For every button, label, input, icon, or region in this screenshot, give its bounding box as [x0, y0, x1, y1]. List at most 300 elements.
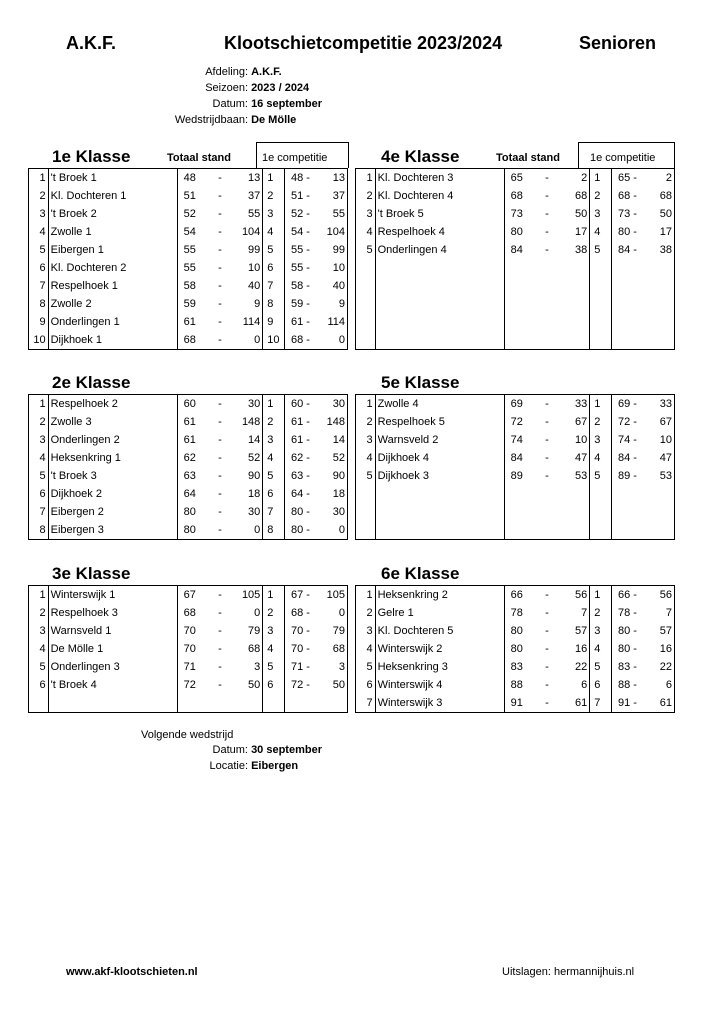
- comp-against-cell: [645, 277, 674, 295]
- table-row: [356, 694, 675, 713]
- comp-for-cell: 84 -: [611, 449, 645, 467]
- comp-for-cell: 62 -: [284, 449, 318, 467]
- comp-against-cell: 17: [645, 223, 674, 241]
- total-dash-cell: -: [540, 169, 554, 188]
- comp-against-cell: 61: [645, 694, 674, 713]
- comp-against-cell: 6: [645, 676, 674, 694]
- rank-cell: 1: [356, 586, 376, 605]
- team-cell: 't Broek 3: [48, 467, 177, 485]
- rank-cell: 7: [29, 277, 49, 295]
- rank-cell: 2: [29, 187, 49, 205]
- comp-rank-cell: 5: [590, 241, 612, 259]
- team-cell: Respelhoek 3: [48, 604, 177, 622]
- total-dash-cell: -: [213, 586, 227, 605]
- team-cell: Onderlingen 3: [48, 658, 177, 676]
- team-cell: [375, 521, 504, 540]
- comp-for-cell: 70 -: [284, 622, 318, 640]
- rank-cell: 6: [29, 485, 49, 503]
- total-for-cell: 64: [177, 485, 213, 503]
- team-cell: Heksenkring 3: [375, 658, 504, 676]
- comp-rank-cell: 2: [590, 187, 612, 205]
- rank-cell: 1: [29, 169, 49, 188]
- comp-against-cell: 18: [318, 485, 347, 503]
- total-against-cell: 16: [575, 643, 588, 655]
- total-dash-cell: [540, 503, 554, 521]
- team-cell: Winterswijk 4: [375, 676, 504, 694]
- team-cell: [375, 503, 504, 521]
- rank-cell: [356, 259, 376, 277]
- total-against-cell: 37: [248, 190, 261, 202]
- total-against-cell: 47: [575, 452, 588, 464]
- comp-rank-cell: [590, 259, 612, 277]
- team-cell: Kl. Dochteren 2: [48, 259, 177, 277]
- org-name: A.K.F.: [66, 33, 117, 53]
- total-dash-cell: -: [545, 679, 549, 691]
- total-against-cell: 22: [575, 661, 588, 673]
- total-for-cell: 65: [504, 169, 540, 188]
- rank-cell: 2: [29, 413, 49, 431]
- comp-against-cell: 33: [645, 395, 674, 414]
- table-row: [29, 331, 348, 350]
- comp-against-cell: 67: [645, 413, 674, 431]
- team-cell: 't Broek 2: [48, 205, 177, 223]
- team-cell: [375, 485, 504, 503]
- comp-against-cell: 52: [318, 449, 347, 467]
- comp-for-cell: [611, 259, 645, 277]
- total-against-cell: 18: [248, 488, 261, 500]
- total-for-cell: [504, 521, 540, 540]
- rank-cell: 3: [356, 622, 376, 640]
- comp-against-cell: [645, 331, 674, 350]
- comp-for-cell: [611, 313, 645, 331]
- table-row: [29, 413, 348, 431]
- comp-against-cell: 38: [645, 241, 674, 259]
- comp-for-cell: 61 -: [284, 431, 318, 449]
- total-dash-cell: -: [545, 643, 549, 655]
- table-row: [356, 676, 675, 694]
- team-cell: Kl. Dochteren 1: [48, 187, 177, 205]
- comp-against-cell: 79: [318, 622, 347, 640]
- total-against-cell: 38: [575, 244, 588, 256]
- team-cell: Winterswijk 1: [48, 586, 177, 605]
- comp-against-cell: 104: [318, 223, 347, 241]
- total-dash-cell: -: [213, 331, 227, 350]
- rank-cell: 3: [29, 622, 49, 640]
- comp-rank-cell: 3: [263, 205, 285, 223]
- comp-against-cell: 30: [318, 503, 347, 521]
- table-row: [29, 604, 348, 622]
- table-row: [29, 277, 348, 295]
- table-row: [356, 313, 675, 331]
- comp-rank-cell: 1: [263, 395, 285, 414]
- total-dash-cell: [540, 521, 554, 540]
- total-against-cell: 6: [581, 679, 588, 691]
- total-against-cell: 2: [554, 169, 590, 188]
- total-for-cell: 61: [177, 313, 213, 331]
- comp-against-cell: [645, 259, 674, 277]
- total-dash-cell: -: [218, 226, 222, 238]
- table-row: [356, 503, 675, 521]
- table-row: [356, 169, 675, 188]
- comp-for-cell: 80 -: [284, 503, 318, 521]
- uitslagen-link[interactable]: Uitslagen: hermannijhuis.nl: [502, 966, 635, 978]
- rank-cell: [356, 295, 376, 313]
- comp-against-cell: 3: [318, 658, 347, 676]
- rank-cell: 4: [29, 223, 49, 241]
- rank-cell: 1: [356, 169, 376, 188]
- rank-cell: 7: [29, 503, 49, 521]
- total-for-cell: [504, 277, 540, 295]
- rank-cell: 8: [29, 295, 49, 313]
- comp-against-cell: 47: [645, 449, 674, 467]
- comp-rank-cell: 3: [590, 205, 612, 223]
- total-dash-cell: [540, 331, 554, 350]
- comp-rank-cell: 3: [590, 622, 612, 640]
- rank-cell: [356, 485, 376, 503]
- comp-against-cell: 114: [318, 313, 347, 331]
- total-for-cell: 66: [504, 586, 540, 605]
- rank-cell: 4: [356, 640, 376, 658]
- comp-against-cell: 2: [645, 169, 674, 188]
- comp-against-cell: 10: [645, 431, 674, 449]
- rank-cell: 6: [356, 676, 376, 694]
- total-dash-cell: [540, 277, 554, 295]
- comp-for-cell: 72 -: [611, 413, 645, 431]
- volgende-locatie-label: Locatie:: [209, 760, 248, 772]
- rank-cell: 10: [29, 331, 49, 350]
- total-for-cell: 61: [177, 413, 213, 431]
- comp-against-cell: 40: [318, 277, 347, 295]
- comp-rank-cell: 2: [263, 604, 285, 622]
- total-dash-cell: -: [545, 625, 549, 637]
- table-row: [29, 586, 348, 605]
- totaal-stand-header: Totaal stand: [167, 152, 231, 164]
- total-dash-cell: -: [218, 625, 222, 637]
- table-row: [356, 467, 675, 485]
- comp-rank-cell: [590, 295, 612, 313]
- comp-rank-cell: [590, 331, 612, 350]
- comp-rank-cell: 3: [263, 622, 285, 640]
- total-dash-cell: -: [218, 470, 222, 482]
- total-dash-cell: -: [218, 607, 222, 619]
- total-for-cell: 51: [177, 187, 213, 205]
- total-against-cell: 9: [254, 298, 261, 310]
- total-for-cell: 60: [177, 395, 213, 414]
- comp-against-cell: 50: [318, 676, 347, 694]
- table-row: [29, 431, 348, 449]
- team-cell: Eibergen 1: [48, 241, 177, 259]
- team-cell: Dijkhoek 3: [375, 467, 504, 485]
- team-cell: [375, 277, 504, 295]
- total-dash-cell: -: [540, 395, 554, 414]
- team-cell: Respelhoek 4: [375, 223, 504, 241]
- team-cell: Kl. Dochteren 3: [375, 169, 504, 188]
- volgende-wedstrijd-heading: Volgende wedstrijd: [141, 729, 234, 741]
- comp-against-cell: 56: [645, 586, 674, 605]
- total-for-cell: 91: [504, 694, 540, 713]
- total-against-cell: 40: [248, 280, 261, 292]
- total-against-cell: [554, 485, 590, 503]
- rank-cell: 9: [29, 313, 49, 331]
- total-against-cell: 13: [227, 169, 263, 188]
- website-link[interactable]: www.akf-klootschieten.nl: [66, 966, 198, 978]
- comp-against-cell: 0: [318, 521, 347, 540]
- comp-for-cell: 55 -: [284, 259, 318, 277]
- total-against-cell: 10: [248, 262, 261, 274]
- total-against-cell: 68: [575, 190, 588, 202]
- comp-rank-cell: 2: [263, 413, 285, 431]
- total-for-cell: 62: [177, 449, 213, 467]
- table-row: [29, 169, 348, 188]
- total-dash-cell: -: [218, 416, 222, 428]
- total-dash-cell: -: [540, 694, 554, 713]
- total-dash-cell: -: [218, 316, 222, 328]
- rank-cell: 5: [356, 467, 376, 485]
- comp-against-cell: 50: [645, 205, 674, 223]
- comp-rank-cell: 7: [590, 694, 612, 713]
- comp-against-cell: [645, 503, 674, 521]
- total-dash-cell: -: [540, 586, 554, 605]
- klasse-2-table: [28, 394, 348, 540]
- team-cell: Respelhoek 5: [375, 413, 504, 431]
- total-dash-cell: -: [218, 488, 222, 500]
- total-dash-cell: -: [218, 452, 222, 464]
- total-dash-cell: -: [545, 607, 549, 619]
- comp-for-cell: 88 -: [611, 676, 645, 694]
- total-dash-cell: -: [218, 679, 222, 691]
- comp-for-cell: 55 -: [284, 241, 318, 259]
- table-row: [29, 395, 348, 414]
- comp-rank-cell: 4: [263, 449, 285, 467]
- comp-rank-cell: 8: [263, 295, 285, 313]
- total-dash-cell: -: [213, 521, 227, 540]
- comp-for-cell: [284, 694, 318, 713]
- team-cell: Zwolle 4: [375, 395, 504, 414]
- klasse-3-table: [28, 585, 348, 713]
- table-row: [29, 241, 348, 259]
- team-cell: Dijkhoek 1: [48, 331, 177, 350]
- total-for-cell: 55: [177, 259, 213, 277]
- rank-cell: 3: [356, 431, 376, 449]
- comp-against-cell: 30: [318, 395, 347, 414]
- table-row: [29, 694, 348, 713]
- table-row: [356, 604, 675, 622]
- rank-cell: 2: [356, 604, 376, 622]
- comp-rank-cell: 3: [590, 431, 612, 449]
- table-row: [356, 586, 675, 605]
- volgende-datum-label: Datum:: [212, 744, 248, 756]
- comp-rank-cell: 4: [590, 223, 612, 241]
- comp-against-cell: 7: [645, 604, 674, 622]
- volgende-locatie-value: Eibergen: [251, 760, 299, 772]
- total-against-cell: 30: [227, 395, 263, 414]
- comp-against-cell: 99: [318, 241, 347, 259]
- comp-against-cell: 0: [318, 604, 347, 622]
- comp-against-cell: 0: [318, 331, 347, 350]
- rank-cell: 5: [356, 658, 376, 676]
- rank-cell: 4: [29, 449, 49, 467]
- total-for-cell: 88: [504, 676, 540, 694]
- comp-rank-cell: 10: [263, 331, 285, 350]
- team-cell: Onderlingen 1: [48, 313, 177, 331]
- table-row: [29, 658, 348, 676]
- klasse-3-title: 3e Klasse: [52, 564, 131, 583]
- comp-for-cell: 70 -: [284, 640, 318, 658]
- comp-for-cell: 61 -: [284, 313, 318, 331]
- team-cell: Warnsveld 2: [375, 431, 504, 449]
- total-against-cell: 55: [248, 208, 261, 220]
- comp-against-cell: 148: [318, 413, 347, 431]
- total-for-cell: 70: [177, 640, 213, 658]
- rank-cell: 2: [29, 604, 49, 622]
- table-row: [356, 205, 675, 223]
- total-for-cell: 63: [177, 467, 213, 485]
- total-for-cell: 68: [177, 331, 213, 350]
- total-for-cell: 59: [177, 295, 213, 313]
- total-against-cell: [554, 295, 590, 313]
- total-for-cell: 52: [177, 205, 213, 223]
- team-cell: Dijkhoek 2: [48, 485, 177, 503]
- table-row: [29, 313, 348, 331]
- table-row: [356, 413, 675, 431]
- total-against-cell: 0: [227, 521, 263, 540]
- team-cell: [375, 259, 504, 277]
- team-cell: Heksenkring 1: [48, 449, 177, 467]
- comp-rank-cell: 5: [590, 658, 612, 676]
- rank-cell: [356, 331, 376, 350]
- table-row: [356, 277, 675, 295]
- total-for-cell: 84: [504, 241, 540, 259]
- comp-for-cell: 73 -: [611, 205, 645, 223]
- total-dash-cell: [540, 313, 554, 331]
- total-for-cell: 89: [504, 467, 540, 485]
- total-dash-cell: -: [545, 416, 549, 428]
- total-against-cell: 56: [554, 586, 590, 605]
- comp-for-cell: 59 -: [284, 295, 318, 313]
- total-for-cell: 74: [504, 431, 540, 449]
- datum-label: Datum:: [212, 98, 248, 110]
- klasse-4-table: [355, 168, 675, 350]
- afdeling-value: A.K.F.: [251, 66, 282, 78]
- total-against-cell: 50: [575, 208, 588, 220]
- table-row: [29, 449, 348, 467]
- comp-rank-cell: 1: [590, 586, 612, 605]
- comp-rank-cell: 5: [263, 467, 285, 485]
- comp-rank-cell: 9: [263, 313, 285, 331]
- comp-rank-cell: 4: [590, 640, 612, 658]
- comp-for-cell: [611, 485, 645, 503]
- seizoen-label: Seizoen:: [205, 82, 248, 94]
- category-label: Senioren: [579, 33, 657, 53]
- info-block: [108, 64, 322, 128]
- team-cell: Respelhoek 2: [48, 395, 177, 414]
- team-cell: Onderlingen 4: [375, 241, 504, 259]
- total-against-cell: [554, 259, 590, 277]
- comp-rank-cell: 1: [590, 169, 612, 188]
- comp-against-cell: 57: [645, 622, 674, 640]
- table-row: [29, 205, 348, 223]
- table-row: [356, 431, 675, 449]
- total-dash-cell: -: [218, 208, 222, 220]
- total-for-cell: [504, 503, 540, 521]
- comp-for-cell: 61 -: [284, 413, 318, 431]
- team-cell: Kl. Dochteren 5: [375, 622, 504, 640]
- comp-against-cell: 14: [318, 431, 347, 449]
- total-dash-cell: [540, 259, 554, 277]
- comp-for-cell: 48 -: [284, 169, 318, 188]
- klasse-1-title: 1e Klasse: [52, 147, 131, 166]
- total-for-cell: 54: [177, 223, 213, 241]
- team-cell: Eibergen 3: [48, 521, 177, 540]
- comp-for-cell: 71 -: [284, 658, 318, 676]
- total-for-cell: [504, 331, 540, 350]
- comp-rank-cell: 6: [263, 485, 285, 503]
- comp-for-cell: 72 -: [284, 676, 318, 694]
- comp-for-cell: 74 -: [611, 431, 645, 449]
- total-for-cell: 68: [177, 604, 213, 622]
- comp-against-cell: 22: [645, 658, 674, 676]
- total-dash-cell: [213, 694, 227, 713]
- comp-for-cell: 68 -: [284, 604, 318, 622]
- comp-for-cell: 80 -: [611, 223, 645, 241]
- team-cell: De Mölle 1: [48, 640, 177, 658]
- total-dash-cell: -: [545, 470, 549, 482]
- comp-rank-cell: 2: [263, 187, 285, 205]
- table-row: [29, 676, 348, 694]
- team-cell: Respelhoek 1: [48, 277, 177, 295]
- total-dash-cell: -: [545, 434, 549, 446]
- comp-for-cell: 60 -: [284, 395, 318, 414]
- team-cell: [375, 313, 504, 331]
- total-for-cell: 48: [177, 169, 213, 188]
- total-for-cell: 67: [177, 586, 213, 605]
- total-dash-cell: -: [218, 434, 222, 446]
- total-for-cell: [504, 295, 540, 313]
- total-for-cell: 78: [504, 604, 540, 622]
- comp-against-cell: 90: [318, 467, 347, 485]
- competitie-header: 1e competitie: [590, 152, 656, 164]
- klasse-1-table: [28, 168, 348, 350]
- total-against-cell: [554, 503, 590, 521]
- total-dash-cell: -: [218, 280, 222, 292]
- total-against-cell: 33: [554, 395, 590, 414]
- klasse-6-table: [355, 585, 675, 713]
- comp-against-cell: 37: [318, 187, 347, 205]
- comp-against-cell: 9: [318, 295, 347, 313]
- total-against-cell: 90: [248, 470, 261, 482]
- comp-for-cell: [611, 503, 645, 521]
- rank-cell: 8: [29, 521, 49, 540]
- total-for-cell: 70: [177, 622, 213, 640]
- rank-cell: 4: [29, 640, 49, 658]
- comp-rank-cell: 4: [263, 640, 285, 658]
- comp-rank-cell: 4: [263, 223, 285, 241]
- table-row: [29, 521, 348, 540]
- rank-cell: 5: [29, 467, 49, 485]
- table-row: [29, 485, 348, 503]
- comp-rank-cell: 8: [263, 521, 285, 540]
- klasse-4-title: 4e Klasse: [381, 147, 460, 166]
- team-cell: Warnsveld 1: [48, 622, 177, 640]
- team-cell: Kl. Dochteren 4: [375, 187, 504, 205]
- total-against-cell: 99: [248, 244, 261, 256]
- rank-cell: 2: [356, 413, 376, 431]
- comp-against-cell: 68: [645, 187, 674, 205]
- table-row: [356, 658, 675, 676]
- comp-rank-cell: 7: [263, 277, 285, 295]
- comp-for-cell: 67 -: [284, 586, 318, 605]
- team-cell: [375, 295, 504, 313]
